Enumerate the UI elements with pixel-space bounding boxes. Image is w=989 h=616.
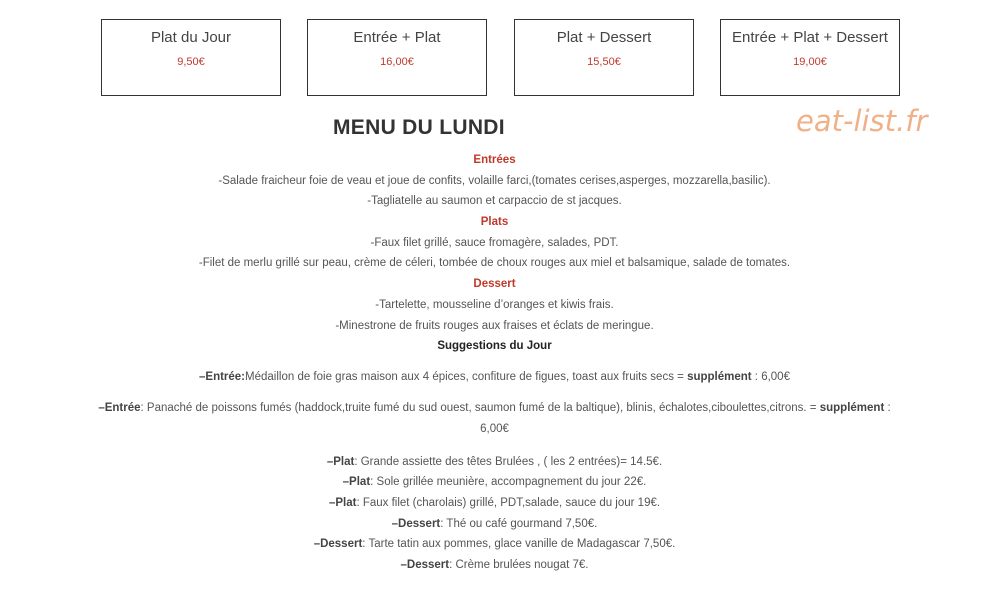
section-heading-entrees: Entrées [473,154,516,166]
suggestion-text: : Tarte tatin aux pommes, glace vanille de Madagascar 7,50€. [362,538,676,551]
suggestion-label: –Plat [326,455,355,468]
suggestion-item [0,493,989,514]
price-box-entree-plat-dessert[interactable] [720,19,900,96]
suggestion-label: –Plat [342,476,371,489]
price-box-plat-du-jour[interactable] [101,19,281,96]
menu-item: -Faux filet grillé, sauce fromagère, salades, PDT. [370,236,619,249]
menu-item: -Tartelette, mousseline d’oranges et kiwis frais. [375,298,614,311]
suggestion-text: Médaillon de foie gras maison aux 4 épices, confiture de figues, toast aux fruits secs = [245,370,688,383]
suggestion-label: –Entrée [98,401,141,414]
suggestion-text: : Faux filet (charolais) grillé, PDT,salade, sauce du jour 19€. [356,496,661,509]
spacer [0,440,989,452]
supplement-label: supplément [687,370,752,383]
suggestion-item [0,534,989,555]
price-box-name: Entrée + Plat [353,29,441,46]
suggestion-item [0,555,989,576]
suggestion-label: –Plat [328,496,357,509]
supplement-price: : 6,00€ [751,370,790,383]
price-box-name: Plat + Dessert [556,29,652,46]
price-box-name: Entrée + Plat + Dessert [732,29,888,46]
supplement-price: : 6,00€ [480,401,891,435]
suggestion-label: –Entrée: [199,370,246,383]
menu-item: -Salade fraicheur foie de veau et joue de confits, volaille farci,(tomates cerises,asperges, mozzarella,basilic). [218,174,771,187]
suggestion-text: : Grande assiette des têtes Brulées , ( les 2 entrées)= 14.5€. [354,455,663,468]
spacer [0,388,989,398]
supplement-label: supplément [819,401,885,414]
suggestion-text: : Sole grillée meunière, accompagnement du jour 22€. [370,476,647,489]
price-box-price: 9,50€ [177,56,205,68]
suggestion-text: : Thé ou café gourmand 7,50€. [440,517,598,530]
price-box-price: 16,00€ [380,56,414,68]
price-box-price: 19,00€ [793,56,827,68]
menu-content [0,150,989,576]
suggestion-label: –Dessert [391,517,441,530]
suggestion-label: –Dessert [400,559,450,571]
section-heading-dessert: Dessert [473,278,516,291]
suggestion-label: –Dessert [313,538,363,551]
suggestion-item [0,367,989,388]
suggestion-text: : Crème brulées nougat 7€. [449,559,589,571]
menu-item: -Minestrone de fruits rouges aux fraises et éclats de meringue. [335,319,654,332]
watermark: eat-list.fr [796,104,928,138]
section-heading-plats: Plats [480,216,509,229]
spacer [0,357,989,367]
suggestion-item [0,514,989,535]
price-box-plat-dessert[interactable] [514,19,694,96]
menu-title: MENU DU LUNDI [333,116,505,139]
menu-item: -Filet de merlu grillé sur peau, crème de céleri, tombée de choux rouges aux miel et balsamique, salade de tomates. [198,257,791,270]
suggestion-text: : Panaché de poissons fumés (haddock,truite fumé du sud ouest, saumon fumé de la baltique), blinis, échalotes,ciboulettes,citrons. = [140,401,820,414]
price-box-entree-plat[interactable] [307,19,487,96]
suggestion-item [0,452,989,473]
suggestions-heading: Suggestions du Jour [437,340,552,353]
price-box-name: Plat du Jour [150,29,232,46]
menu-item: -Tagliatelle au saumon et carpaccio de st jacques. [367,195,622,208]
suggestion-item [0,472,989,493]
price-box-price: 15,50€ [587,56,621,68]
suggestion-item [0,398,989,440]
